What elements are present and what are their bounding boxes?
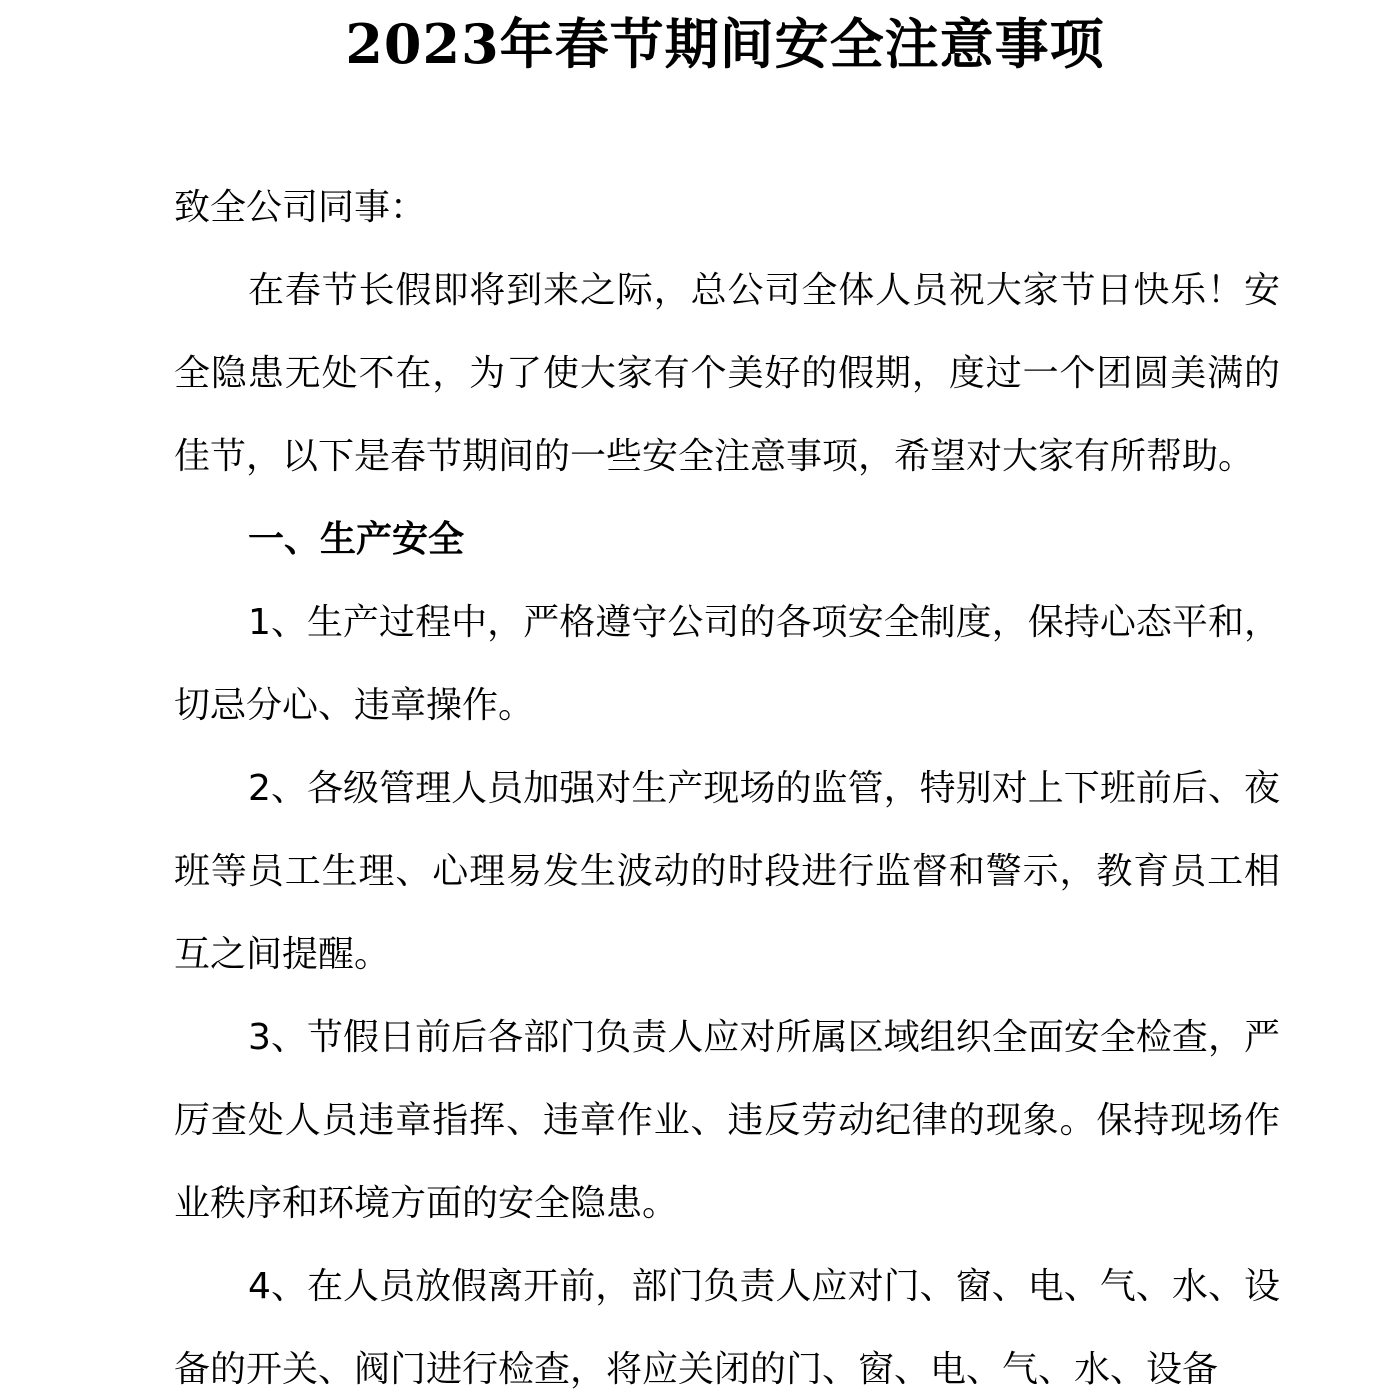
list-item: 2、各级管理人员加强对生产现场的监管，特别对上下班前后、夜班等员工生理、心理易发生波动的时段进行监督和警示，教育员工相互之间提醒。 <box>174 768 1280 975</box>
intro-paragraph: 在春节长假即将到来之际，总公司全体人员祝大家节日快乐！安全隐患无处不在，为了使大家有个美好的假期，度过一个团圆美满的佳节，以下是春节期间的一些安全注意事项，希望对大家有所帮助。 <box>174 270 1280 477</box>
salutation: 致全公司同事： <box>174 187 427 228</box>
document-body <box>174 166 1280 1397</box>
list-item: 4、在人员放假离开前，部门负责人应对门、窗、电、气、水、设备的开关、阀门进行检查，将应关闭的门、窗、电、气、水、设备 <box>174 1266 1280 1390</box>
document-title: 2023年春节期间安全注意事项 <box>345 12 1105 76</box>
section-heading-production-safety: 一、生产安全 <box>248 519 465 560</box>
list-item: 3、节假日前后各部门负责人应对所属区域组织全面安全检查，严厉查处人员违章指挥、违章作业、违反劳动纪律的现象。保持现场作业秩序和环境方面的安全隐患。 <box>174 1017 1280 1224</box>
list-item: 1、生产过程中，严格遵守公司的各项安全制度，保持心态平和，切忌分心、违章操作。 <box>174 602 1280 726</box>
